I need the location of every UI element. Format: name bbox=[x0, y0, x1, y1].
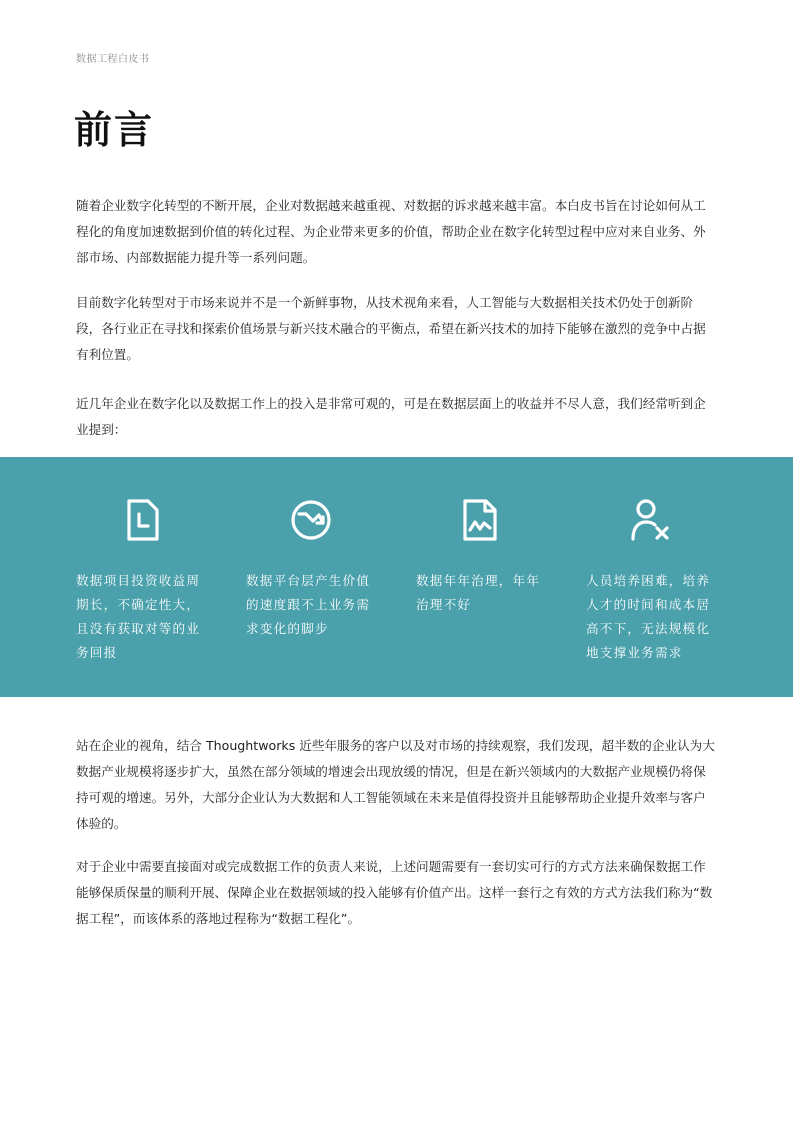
pain-point-card bbox=[246, 457, 396, 697]
pain-point-text: 数据项目投资收益周期长，不确定性大，且没有获取对等的业务回报 bbox=[76, 573, 201, 660]
document-clock-icon bbox=[120, 497, 166, 543]
document-chart-icon bbox=[457, 497, 503, 543]
intro-paragraph: 目前数字化转型对于市场来说并不是一个新鲜事物，从技术视角来看，人工智能与大数据相关技术仍处于创新阶段，各行业正在寻找和探索价值场景与新兴技术融合的平衡点，希望在新兴技术的加持下能够在激烈的竞争中占据有利位置。 bbox=[76, 295, 706, 362]
closing-paragraph: 站在企业的视角，结合 Thoughtworks 近些年服务的客户以及对市场的持续观察，我们发现，超半数的企业认为大数据产业规模将逐步扩大，虽然在部分领域的增速会出现放缓的情况，但是在新兴领域内的大数据产业规模仍将保持可观的增速。另外，大部分企业认为大数据和人工智能领域在未来是值得投资并且能够帮助企业提升效率与客户体验的。 bbox=[76, 738, 715, 831]
intro-paragraph: 随着企业数字化转型的不断开展，企业对数据越来越重视、对数据的诉求越来越丰富。本白皮书旨在讨论如何从工程化的角度加速数据到价值的转化过程、为企业带来更多的价值，帮助企业在数字化转型过程中应对来自业务、外部市场、内部数据能力提升等一系列问题。 bbox=[76, 198, 706, 265]
running-header: 数据工程白皮书 bbox=[76, 54, 150, 65]
pain-point-text: 人员培养困难，培养人才的时间和成本居高不下，无法规模化地支撑业务需求 bbox=[586, 573, 711, 660]
intro-paragraph: 近几年企业在数字化以及数据工作上的投入是非常可观的，可是在数据层面上的收益并不尽人意，我们经常听到企业提到： bbox=[76, 396, 706, 437]
pain-point-text: 数据年年治理，年年治理不好 bbox=[416, 573, 541, 612]
pain-point-card bbox=[416, 457, 566, 697]
pain-points-band bbox=[0, 457, 793, 697]
page-title: 前言 bbox=[74, 107, 155, 152]
person-cross-icon bbox=[628, 497, 674, 543]
declining-trend-circle-icon bbox=[288, 497, 334, 543]
closing-paragraph: 对于企业中需要直接面对或完成数据工作的负责人来说，上述问题需要有一套切实可行的方式方法来确保数据工作能够保质保量的顺利开展、保障企业在数据领域的投入能够有价值产出。这样一套行之有效的方式方法我们称为“数据工程”，而该体系的落地过程称为“数据工程化”。 bbox=[76, 859, 713, 926]
pain-point-card bbox=[586, 457, 736, 697]
pain-point-card bbox=[76, 457, 226, 697]
pain-point-text: 数据平台层产生价值的速度跟不上业务需求变化的脚步 bbox=[246, 573, 371, 636]
